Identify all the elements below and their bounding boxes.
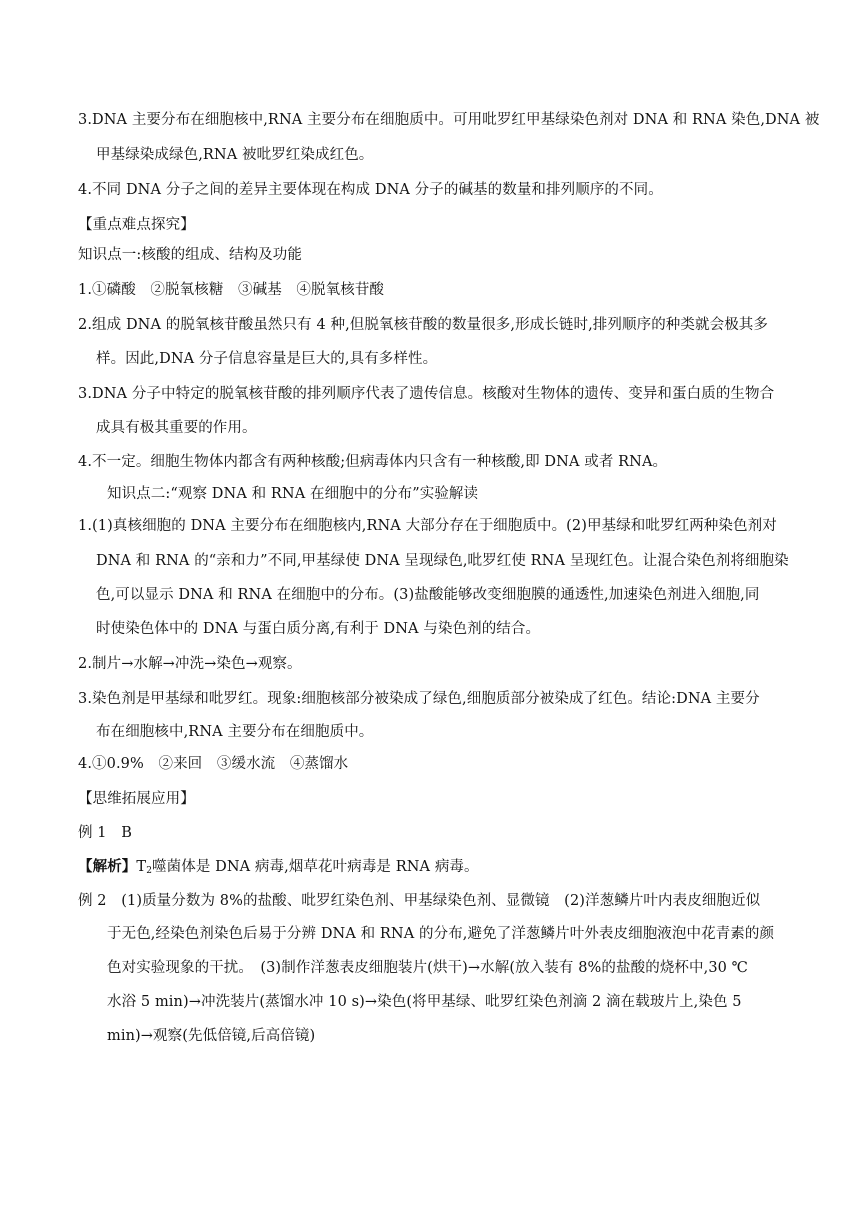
kp2-answer-3-cont: 布在细胞核中,RNA 主要分布在细胞质中。 bbox=[96, 724, 374, 740]
kp2-answer-1-cont-b: 色,可以显示 DNA 和 RNA 在细胞中的分布。(3)盐酸能够改变细胞膜的通透性,加速染色剂进入细胞,同 bbox=[96, 587, 760, 603]
kp1-answer-4: 4.不一定。细胞生物体内都含有两种核酸;但病毒体内只含有一种核酸,即 DNA 或者 RNA。 bbox=[78, 454, 668, 470]
example-1-analysis bbox=[78, 857, 479, 877]
answer-line-3-cont: 甲基绿染成绿色,RNA 被吡罗红染成红色。 bbox=[96, 147, 374, 163]
analysis-text: 噬菌体是 DNA 病毒,烟草花叶病毒是 RNA 病毒。 bbox=[152, 859, 479, 875]
section-heading-key-points: 【重点难点探究】 bbox=[78, 217, 195, 233]
example-2-line-5: min)→观察(先低倍镜,后高倍镜) bbox=[107, 1028, 316, 1044]
analysis-label: 【解析】 bbox=[78, 858, 137, 875]
knowledge-point-2-title: 知识点二:“观察 DNA 和 RNA 在细胞中的分布”实验解读 bbox=[107, 486, 479, 502]
knowledge-point-1-title: 知识点一:核酸的组成、结构及功能 bbox=[78, 247, 302, 263]
answer-line-4: 4.不同 DNA 分子之间的差异主要体现在构成 DNA 分子的碱基的数量和排列顺序的不同。 bbox=[78, 182, 663, 198]
kp1-answer-2-cont: 样。因此,DNA 分子信息容量是巨大的,具有多样性。 bbox=[96, 351, 438, 367]
kp1-answer-3: 3.DNA 分子中特定的脱氧核苷酸的排列顺序代表了遗传信息。核酸对生物体的遗传、变异和蛋白质的生物合 bbox=[78, 386, 775, 402]
section-heading-extension: 【思维拓展应用】 bbox=[78, 791, 195, 807]
example-2-line-1: 例 2 (1)质量分数为 8%的盐酸、吡罗红染色剂、甲基绿染色剂、显微镜 (2)洋葱鳞片叶内表皮细胞近似 bbox=[78, 893, 761, 909]
t-letter: T bbox=[136, 859, 147, 875]
example-2-line-3: 色对实验现象的干扰。 (3)制作洋葱表皮细胞装片(烘干)→水解(放入装有 8%的盐酸的烧杯中,30 ℃ bbox=[107, 960, 749, 976]
kp1-answer-2: 2.组成 DNA 的脱氧核苷酸虽然只有 4 种,但脱氧核苷酸的数量很多,形成长链时,排列顺序的种类就会极其多 bbox=[78, 317, 769, 333]
kp2-answer-2: 2.制片→水解→冲洗→染色→观察。 bbox=[78, 656, 302, 672]
example-2-line-2: 于无色,经染色剂染色后易于分辨 DNA 和 RNA 的分布,避免了洋葱鳞片叶外表皮细胞液泡中花青素的颜 bbox=[107, 926, 775, 942]
kp2-answer-1-cont-a: DNA 和 RNA 的“亲和力”不同,甲基绿使 DNA 呈现绿色,吡罗红使 RNA 呈现红色。让混合染色剂将细胞染 bbox=[96, 553, 789, 569]
kp2-answer-4: 4.①0.9% ②来回 ③缓水流 ④蒸馏水 bbox=[78, 756, 349, 772]
answer-line-3: 3.DNA 主要分布在细胞核中,RNA 主要分布在细胞质中。可用吡罗红甲基绿染色剂对 DNA 和 RNA 染色,DNA 被 bbox=[78, 112, 820, 128]
kp1-answer-1: 1.①磷酸 ②脱氧核糖 ③碱基 ④脱氧核苷酸 bbox=[78, 282, 385, 298]
example-2-line-4: 水浴 5 min)→冲洗装片(蒸馏水冲 10 s)→染色(将甲基绿、吡罗红染色剂滴 2 滴在载玻片上,染色 5 bbox=[107, 994, 742, 1010]
example-1-answer: 例 1 B bbox=[78, 825, 132, 841]
kp1-answer-3-cont: 成具有极其重要的作用。 bbox=[96, 420, 257, 436]
t-subscript: 2 bbox=[146, 866, 153, 876]
kp2-answer-3: 3.染色剂是甲基绿和吡罗红。现象:细胞核部分被染成了绿色,细胞质部分被染成了红色。结论:DNA 主要分 bbox=[78, 691, 760, 707]
kp2-answer-1: 1.(1)真核细胞的 DNA 主要分布在细胞核内,RNA 大部分存在于细胞质中。(2)甲基绿和吡罗红两种染色剂对 bbox=[78, 518, 777, 534]
kp2-answer-1-cont-c: 时使染色体中的 DNA 与蛋白质分离,有利于 DNA 与染色剂的结合。 bbox=[96, 621, 541, 637]
